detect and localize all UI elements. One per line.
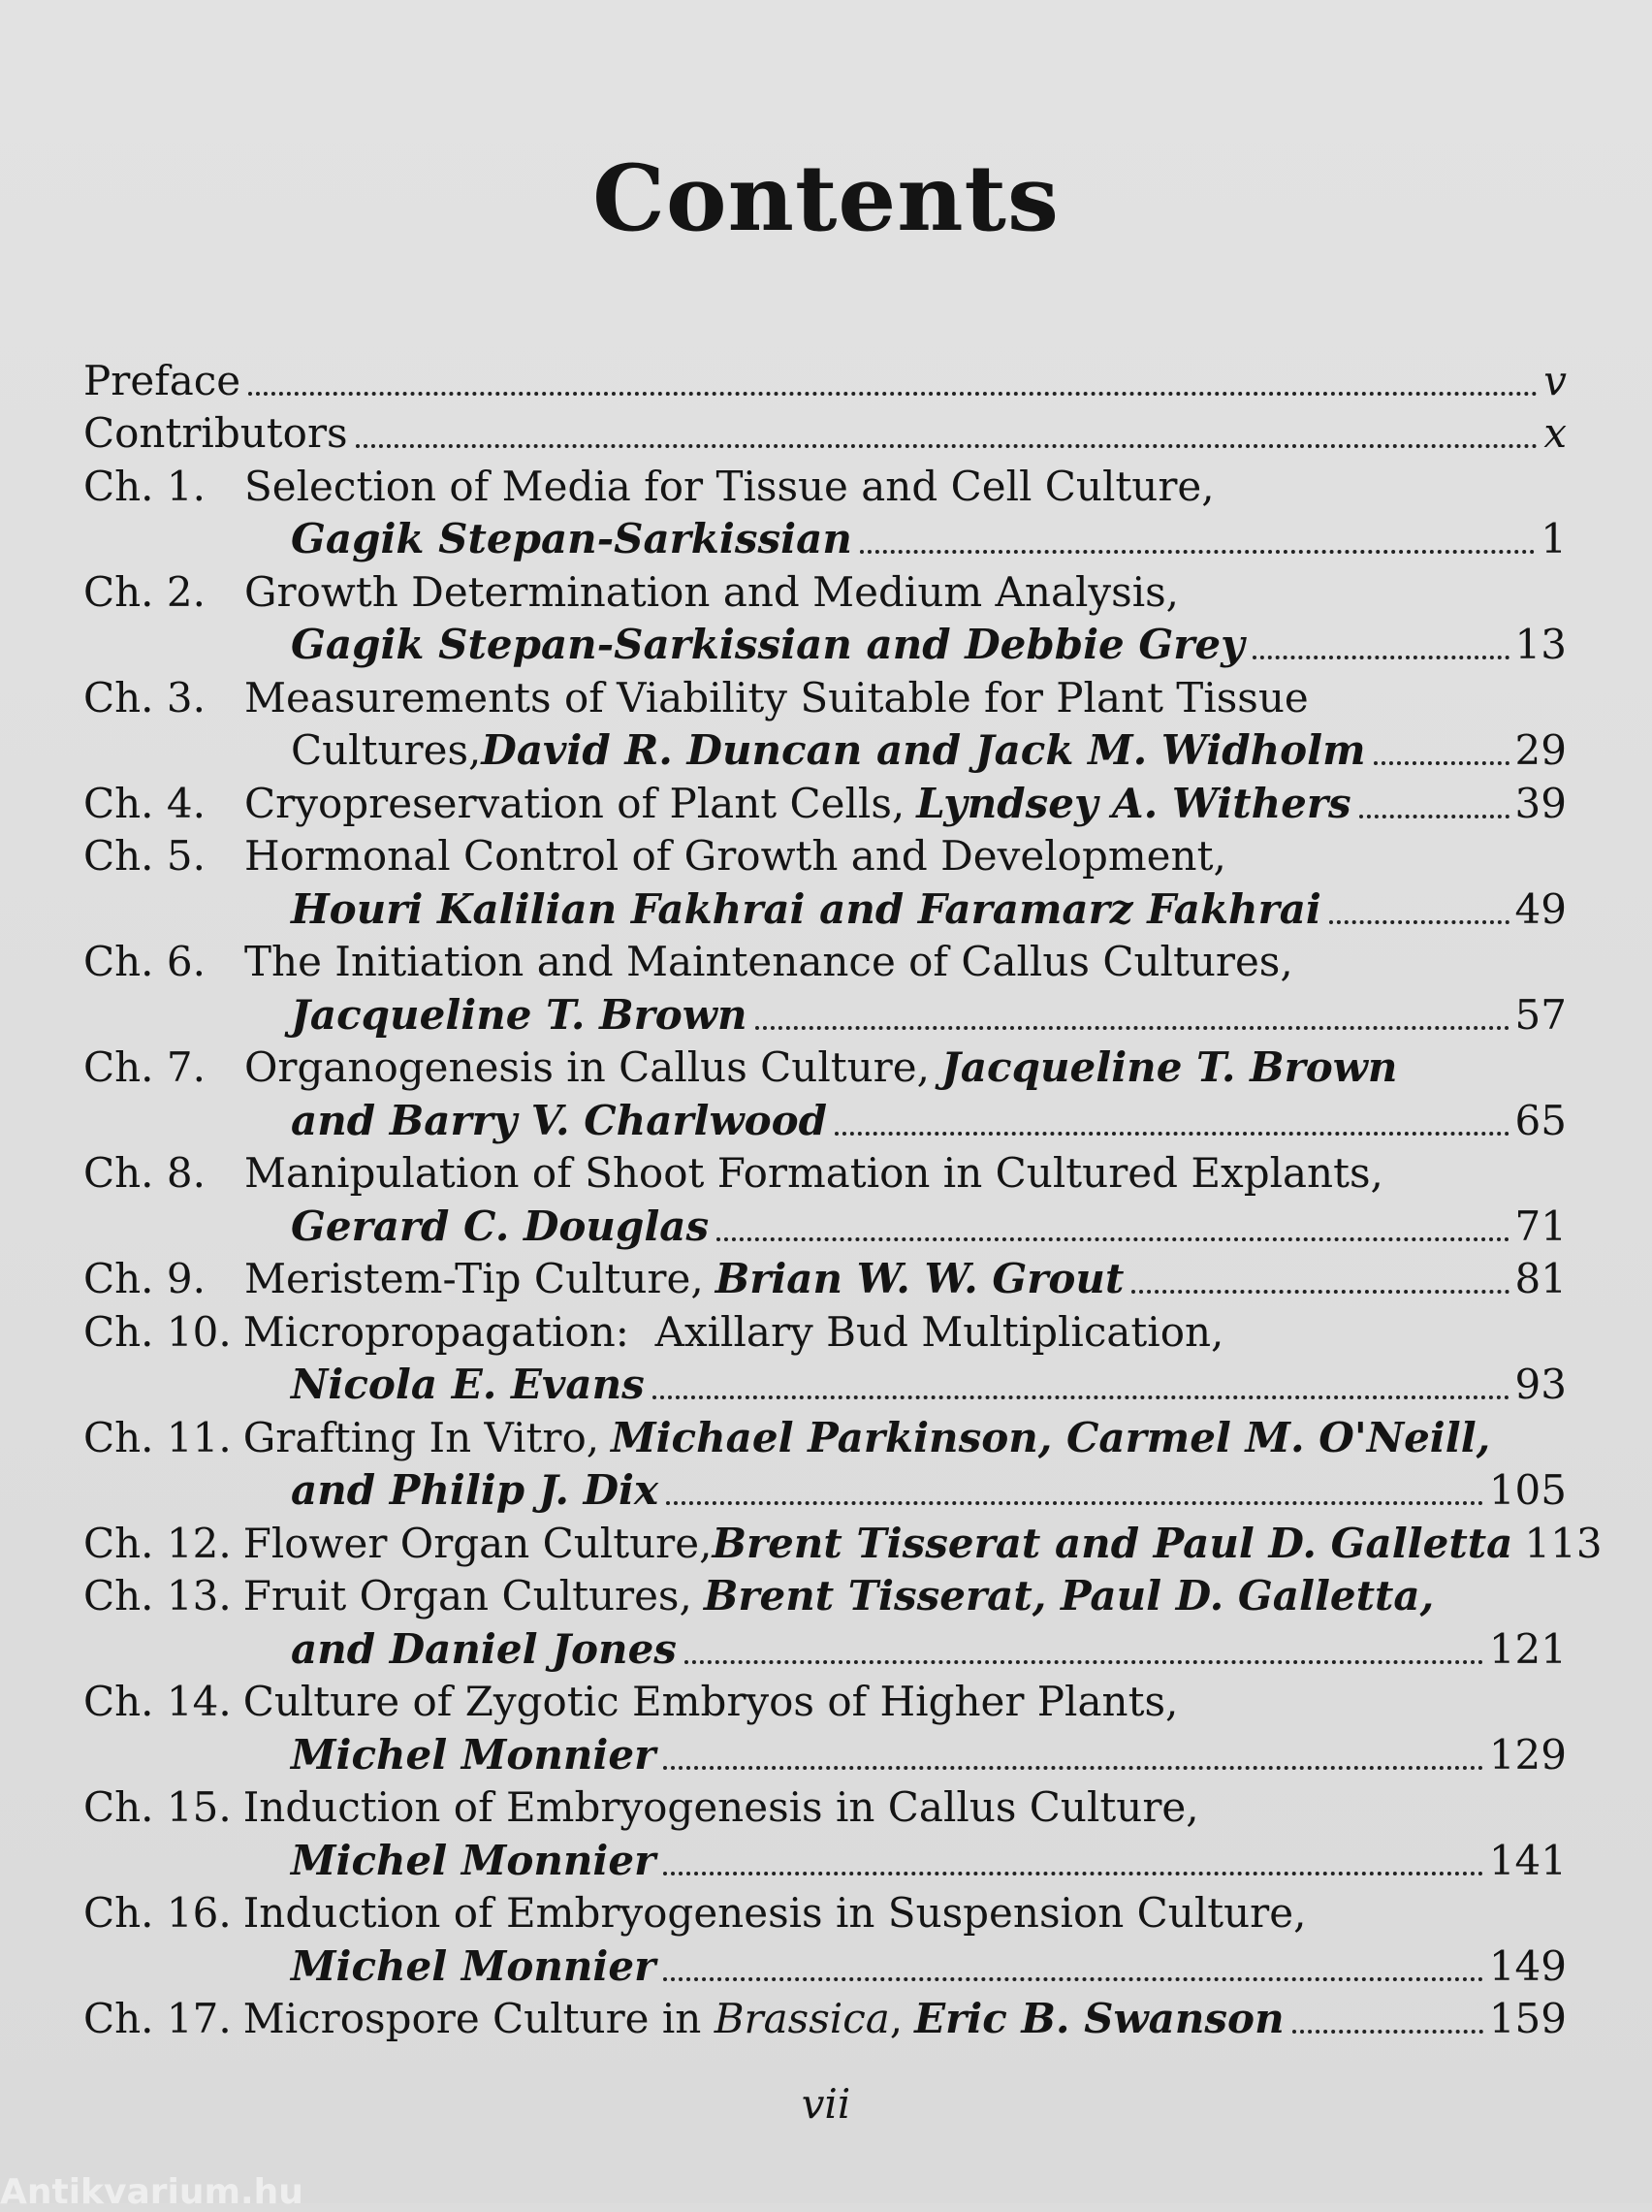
page-number: 39 — [1514, 779, 1567, 827]
toc-entry-chapter-16[interactable] — [83, 1887, 1567, 1940]
toc-entry-chapter-3-authors — [83, 724, 1567, 778]
page-number: 1 — [1541, 515, 1567, 562]
chapter-label: Ch. 16. — [83, 1889, 232, 1937]
chapter-authors: Brent Tisserat and Paul D. Galletta — [712, 1519, 1513, 1567]
toc-entry-chapter-5[interactable] — [83, 830, 1567, 883]
chapter-title: Meristem-Tip Culture, — [244, 1255, 704, 1302]
dot-leader — [663, 1864, 1483, 1875]
chapter-authors: Gerard C. Douglas — [291, 1202, 710, 1250]
toc-entry-contributors[interactable] — [83, 407, 1567, 461]
dot-leader — [716, 1230, 1509, 1241]
dot-leader — [1131, 1282, 1509, 1294]
dot-leader — [652, 1388, 1509, 1399]
chapter-title-genus: Brassica — [714, 1995, 890, 2042]
chapter-label: Ch. 3. — [83, 673, 206, 721]
watermark: Antikvarium.hu — [0, 2172, 303, 2212]
dot-leader — [1359, 807, 1509, 818]
chapter-label: Ch. 13. — [83, 1572, 232, 1619]
dot-leader — [755, 1018, 1509, 1030]
toc-entry-chapter-3[interactable] — [83, 671, 1567, 724]
page-number: 159 — [1488, 1995, 1567, 2042]
dot-leader — [248, 384, 1538, 396]
chapter-label: Ch. 15. — [83, 1783, 232, 1831]
toc-entry-chapter-9[interactable] — [83, 1253, 1567, 1306]
page-number: 13 — [1514, 621, 1567, 668]
chapter-title: Flower Organ Culture, — [242, 1519, 713, 1567]
chapter-title: The Initiation and Maintenance of Callus Cultures, — [244, 938, 1293, 985]
toc-entry-chapter-16-authors — [83, 1940, 1567, 1993]
chapter-label: Ch. 1. — [83, 462, 206, 510]
chapter-title: Microspore Culture in — [242, 1995, 715, 2042]
chapter-authors: Eric B. Swanson — [914, 1995, 1285, 2042]
page-number: 129 — [1488, 1730, 1567, 1779]
chapter-authors-continued: and Philip J. Dix — [291, 1466, 658, 1514]
toc-entry-chapter-1-authors — [83, 513, 1567, 566]
toc-entry-chapter-14-authors — [83, 1728, 1567, 1781]
toc-entry-chapter-6[interactable] — [83, 936, 1567, 989]
page-number: 29 — [1514, 726, 1567, 774]
chapter-authors-continued: and Barry V. Charlwood — [291, 1096, 828, 1144]
chapter-authors: Brent Tisserat, Paul D. Galletta, — [703, 1572, 1435, 1619]
chapter-authors: David R. Duncan and Jack M. Widholm — [481, 726, 1366, 774]
toc-entry-chapter-10[interactable] — [83, 1305, 1567, 1359]
table-of-contents — [83, 354, 1603, 2045]
page-number: 105 — [1488, 1466, 1567, 1514]
chapter-label: Ch. 8. — [83, 1149, 206, 1197]
chapter-authors: Michel Monnier — [291, 1941, 656, 1990]
page-number: 141 — [1488, 1836, 1567, 1884]
chapter-label: Ch. 5. — [83, 832, 206, 880]
page-number: 57 — [1514, 990, 1567, 1039]
page-number: 93 — [1514, 1361, 1567, 1408]
chapter-authors: Michel Monnier — [291, 1836, 656, 1884]
chapter-title: Micropropagation: Axillary Bud Multiplication, — [242, 1307, 1224, 1356]
toc-entry-chapter-11[interactable] — [83, 1411, 1567, 1464]
toc-entry-chapter-6-authors — [83, 988, 1567, 1042]
dot-leader — [663, 1758, 1483, 1770]
chapter-authors: Jacqueline T. Brown — [291, 990, 747, 1039]
page-number: 65 — [1514, 1096, 1567, 1144]
page-number: 81 — [1514, 1255, 1567, 1302]
page-number: 113 — [1524, 1519, 1603, 1567]
chapter-authors: Lyndsey A. Withers — [916, 779, 1351, 827]
dot-leader — [1253, 648, 1509, 659]
dot-leader — [1374, 753, 1509, 765]
toc-entry-chapter-15-authors — [83, 1834, 1567, 1887]
dot-leader — [666, 1493, 1483, 1505]
chapter-title: Growth Determination and Medium Analysis, — [244, 567, 1180, 616]
page-number: 49 — [1514, 884, 1567, 933]
toc-entry-chapter-7[interactable] — [83, 1042, 1567, 1095]
page-number: x — [1543, 409, 1567, 457]
chapter-title: Manipulation of Shoot Formation in Cultured Explants, — [244, 1149, 1383, 1197]
toc-entry-chapter-12[interactable] — [83, 1517, 1603, 1570]
chapter-authors: Gagik Stepan-Sarkissian and Debbie Grey — [291, 621, 1245, 668]
dot-leader — [1292, 2022, 1483, 2034]
chapter-title: Organogenesis in Callus Culture, — [244, 1043, 930, 1091]
chapter-title-comma: , — [889, 1995, 904, 2042]
chapter-authors: Brian W. W. Grout — [715, 1255, 1125, 1302]
chapter-label: Ch. 2. — [83, 567, 206, 616]
toc-entry-chapter-2[interactable] — [83, 565, 1567, 619]
toc-entry-chapter-13[interactable] — [83, 1570, 1567, 1623]
dot-leader — [860, 542, 1535, 554]
toc-entry-chapter-8-authors — [83, 1200, 1567, 1253]
page-number: 121 — [1488, 1624, 1567, 1673]
dot-leader — [356, 436, 1539, 448]
chapter-title: Induction of Embryogenesis in Suspension Culture, — [242, 1889, 1307, 1937]
chapter-authors: Nicola E. Evans — [291, 1361, 645, 1408]
chapter-authors: Michel Monnier — [291, 1730, 656, 1779]
chapter-title: Hormonal Control of Growth and Development, — [244, 832, 1226, 880]
chapter-title: Induction of Embryogenesis in Callus Culture, — [242, 1783, 1199, 1831]
chapter-authors: Gagik Stepan-Sarkissian — [291, 515, 852, 562]
toc-entry-chapter-13-authors — [83, 1622, 1567, 1676]
chapter-authors: Houri Kalilian Fakhrai and Faramarz Fakhrai — [291, 884, 1321, 933]
chapter-title: Grafting In Vitro, — [242, 1413, 600, 1461]
chapter-label: Ch. 6. — [83, 938, 206, 985]
chapter-label: Ch. 14. — [83, 1678, 232, 1725]
toc-entry-chapter-8[interactable] — [83, 1147, 1567, 1201]
chapter-label: Ch. 12. — [83, 1519, 232, 1567]
dot-leader — [684, 1652, 1483, 1664]
page-number: v — [1543, 356, 1567, 404]
page-footer-number: vii — [801, 2080, 851, 2128]
chapter-title: Measurements of Viability Suitable for Plant Tissue — [244, 673, 1309, 721]
toc-entry-chapter-15[interactable] — [83, 1781, 1567, 1835]
chapter-label: Ch. 17. — [83, 1995, 232, 2042]
chapter-label: Ch. 4. — [83, 779, 206, 827]
chapter-label: Ch. 9. — [83, 1255, 206, 1302]
dot-leader — [1329, 913, 1509, 924]
chapter-label: Ch. 7. — [83, 1043, 206, 1091]
chapter-label: Ch. 11. — [83, 1413, 232, 1461]
page-title: Contents — [592, 145, 1060, 252]
entry-label: Contributors — [83, 409, 348, 457]
dot-leader — [835, 1124, 1509, 1136]
toc-entry-chapter-5-authors — [83, 882, 1567, 936]
page-number: 149 — [1488, 1941, 1567, 1990]
toc-entry-chapter-10-authors — [83, 1359, 1567, 1412]
toc-entry-chapter-17[interactable] — [83, 1993, 1567, 2046]
toc-entry-chapter-4[interactable] — [83, 777, 1567, 830]
chapter-authors: Jacqueline T. Brown — [940, 1043, 1398, 1091]
page-number: 71 — [1514, 1202, 1567, 1250]
chapter-title: Fruit Organ Cultures, — [242, 1572, 692, 1619]
toc-entry-chapter-1[interactable] — [83, 460, 1567, 513]
chapter-title: Cryopreservation of Plant Cells, — [244, 779, 905, 827]
toc-entry-chapter-14[interactable] — [83, 1676, 1567, 1729]
chapter-label: Ch. 10. — [83, 1307, 232, 1356]
chapter-title: Culture of Zygotic Embryos of Higher Plants, — [242, 1678, 1179, 1725]
toc-entry-chapter-11-authors — [83, 1464, 1567, 1518]
dot-leader — [663, 1970, 1483, 1981]
chapter-title-continued: Cultures, — [291, 726, 482, 774]
chapter-authors: Michael Parkinson, Carmel M. O'Neill, — [611, 1413, 1491, 1461]
chapter-authors-continued: and Daniel Jones — [291, 1624, 677, 1673]
entry-label: Preface — [83, 356, 241, 404]
toc-entry-chapter-2-authors — [83, 619, 1567, 672]
chapter-title: Selection of Media for Tissue and Cell Culture, — [244, 462, 1215, 510]
toc-entry-preface[interactable] — [83, 354, 1567, 407]
toc-entry-chapter-7-authors — [83, 1094, 1567, 1147]
